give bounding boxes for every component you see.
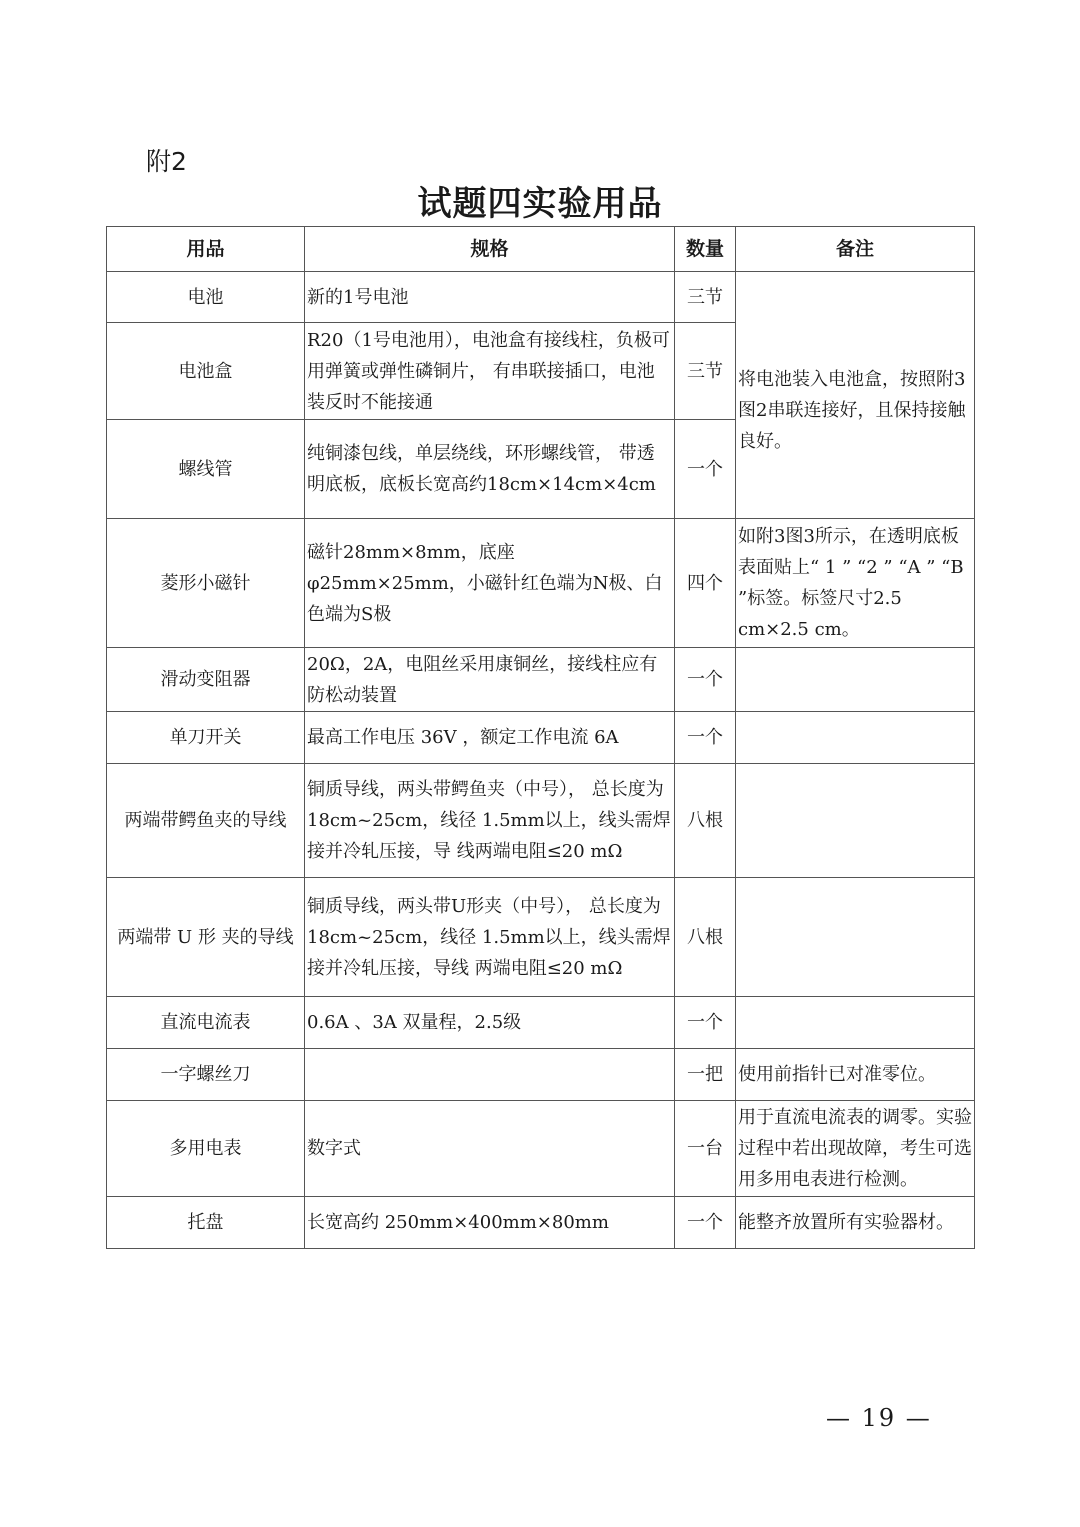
qty-cell: 一个 [675, 712, 736, 764]
table-row [107, 272, 975, 323]
note-cell: 用于直流电流表的调零。实验过程中若出现故障，考生可选用多用电表进行检测。 [736, 1101, 975, 1197]
column-header-spec: 规格 [305, 227, 675, 272]
table-row [107, 1197, 975, 1249]
qty-cell: 一把 [675, 1049, 736, 1101]
qty-cell: 一个 [675, 648, 736, 712]
table-row [107, 648, 975, 712]
table-row [107, 1049, 975, 1101]
table-row [107, 764, 975, 878]
note-cell: 能整齐放置所有实验器材。 [736, 1197, 975, 1249]
column-header-item: 用品 [107, 227, 305, 272]
item-cell: 滑动变阻器 [107, 648, 305, 712]
spec-cell: 0.6A 、3A 双量程，2.5级 [305, 997, 675, 1049]
item-cell: 菱形小磁针 [107, 519, 305, 648]
qty-cell: 八根 [675, 764, 736, 878]
merged-note-cell [736, 272, 975, 519]
qty-cell: 一台 [675, 1101, 736, 1197]
table-row [107, 712, 975, 764]
item-cell: 直流电流表 [107, 997, 305, 1049]
item-cell: 螺线管 [107, 420, 305, 519]
item-cell: 一字螺丝刀 [107, 1049, 305, 1101]
spec-cell: R20（1号电池用），电池盒有接线柱，负极可用弹簧或弹性磷铜片， 有串联接插口，电池装反时不能接通 [305, 323, 675, 420]
item-cell: 单刀开关 [107, 712, 305, 764]
item-cell: 两端带鳄鱼夹的导线 [107, 764, 305, 878]
note-cell [736, 997, 975, 1049]
spec-cell: 纯铜漆包线，单层绕线，环形螺线管， 带透明底板，底板长宽高约18cm×14cm×4cm [305, 420, 675, 519]
spec-cell: 最高工作电压 36V ，额定工作电流 6A [305, 712, 675, 764]
document-title: 试题四实验用品 [417, 184, 663, 224]
item-cell: 托盘 [107, 1197, 305, 1249]
spec-cell: 磁针28mm×8mm，底座φ25mm×25mm，小磁针红色端为N极、白色端为S极 [305, 519, 675, 648]
table-header-row [107, 227, 975, 272]
note-cell: 使用前指针已对准零位。 [736, 1049, 975, 1101]
note-cell [736, 648, 975, 712]
item-cell: 两端带 U 形 夹的导线 [107, 878, 305, 997]
column-header-qty: 数量 [675, 227, 736, 272]
note-cell [736, 878, 975, 997]
spec-cell: 20Ω，2A，电阻丝采用康铜丝，接线柱应有防松动装置 [305, 648, 675, 712]
table-row [107, 1101, 975, 1197]
page-number: — 19 — [826, 1404, 932, 1432]
qty-cell: 八根 [675, 878, 736, 997]
spec-cell: 新的1号电池 [305, 272, 675, 323]
spec-cell: 数字式 [305, 1101, 675, 1197]
qty-cell: 一个 [675, 1197, 736, 1249]
item-cell: 电池盒 [107, 323, 305, 420]
table-row [107, 519, 975, 648]
spec-cell: 铜质导线，两头带鳄鱼夹（中号）， 总长度为18cm~25cm，线径 1.5mm以上，线头需焊接并冷轧压接，导 线两端电阻≤20 mΩ [305, 764, 675, 878]
item-cell: 多用电表 [107, 1101, 305, 1197]
merged-note-text: 将电池装入电池盒，按照附3图2串联连接好，且保持接触良好。 [738, 369, 966, 452]
note-cell: 如附3图3所示，在透明底板表面贴上“ 1 ” “2 ” “A ” “B ”标签。标签尺寸2.5 cm×2.5 cm。 [736, 519, 975, 648]
column-header-note: 备注 [736, 227, 975, 272]
spec-cell: 长宽高约 250mm×400mm×80mm [305, 1197, 675, 1249]
spec-cell [305, 1049, 675, 1101]
table-row [107, 997, 975, 1049]
qty-cell: 四个 [675, 519, 736, 648]
qty-cell: 三节 [675, 323, 736, 420]
attachment-label: 附2 [146, 147, 187, 176]
note-cell [736, 712, 975, 764]
table-row [107, 878, 975, 997]
qty-cell: 三节 [675, 272, 736, 323]
note-cell [736, 764, 975, 878]
supplies-table [106, 226, 975, 1249]
item-cell: 电池 [107, 272, 305, 323]
qty-cell: 一个 [675, 420, 736, 519]
qty-cell: 一个 [675, 997, 736, 1049]
spec-cell: 铜质导线，两头带U形夹（中号）， 总长度为18cm~25cm，线径 1.5mm以上，线头需焊接并冷轧压接，导线 两端电阻≤20 mΩ [305, 878, 675, 997]
